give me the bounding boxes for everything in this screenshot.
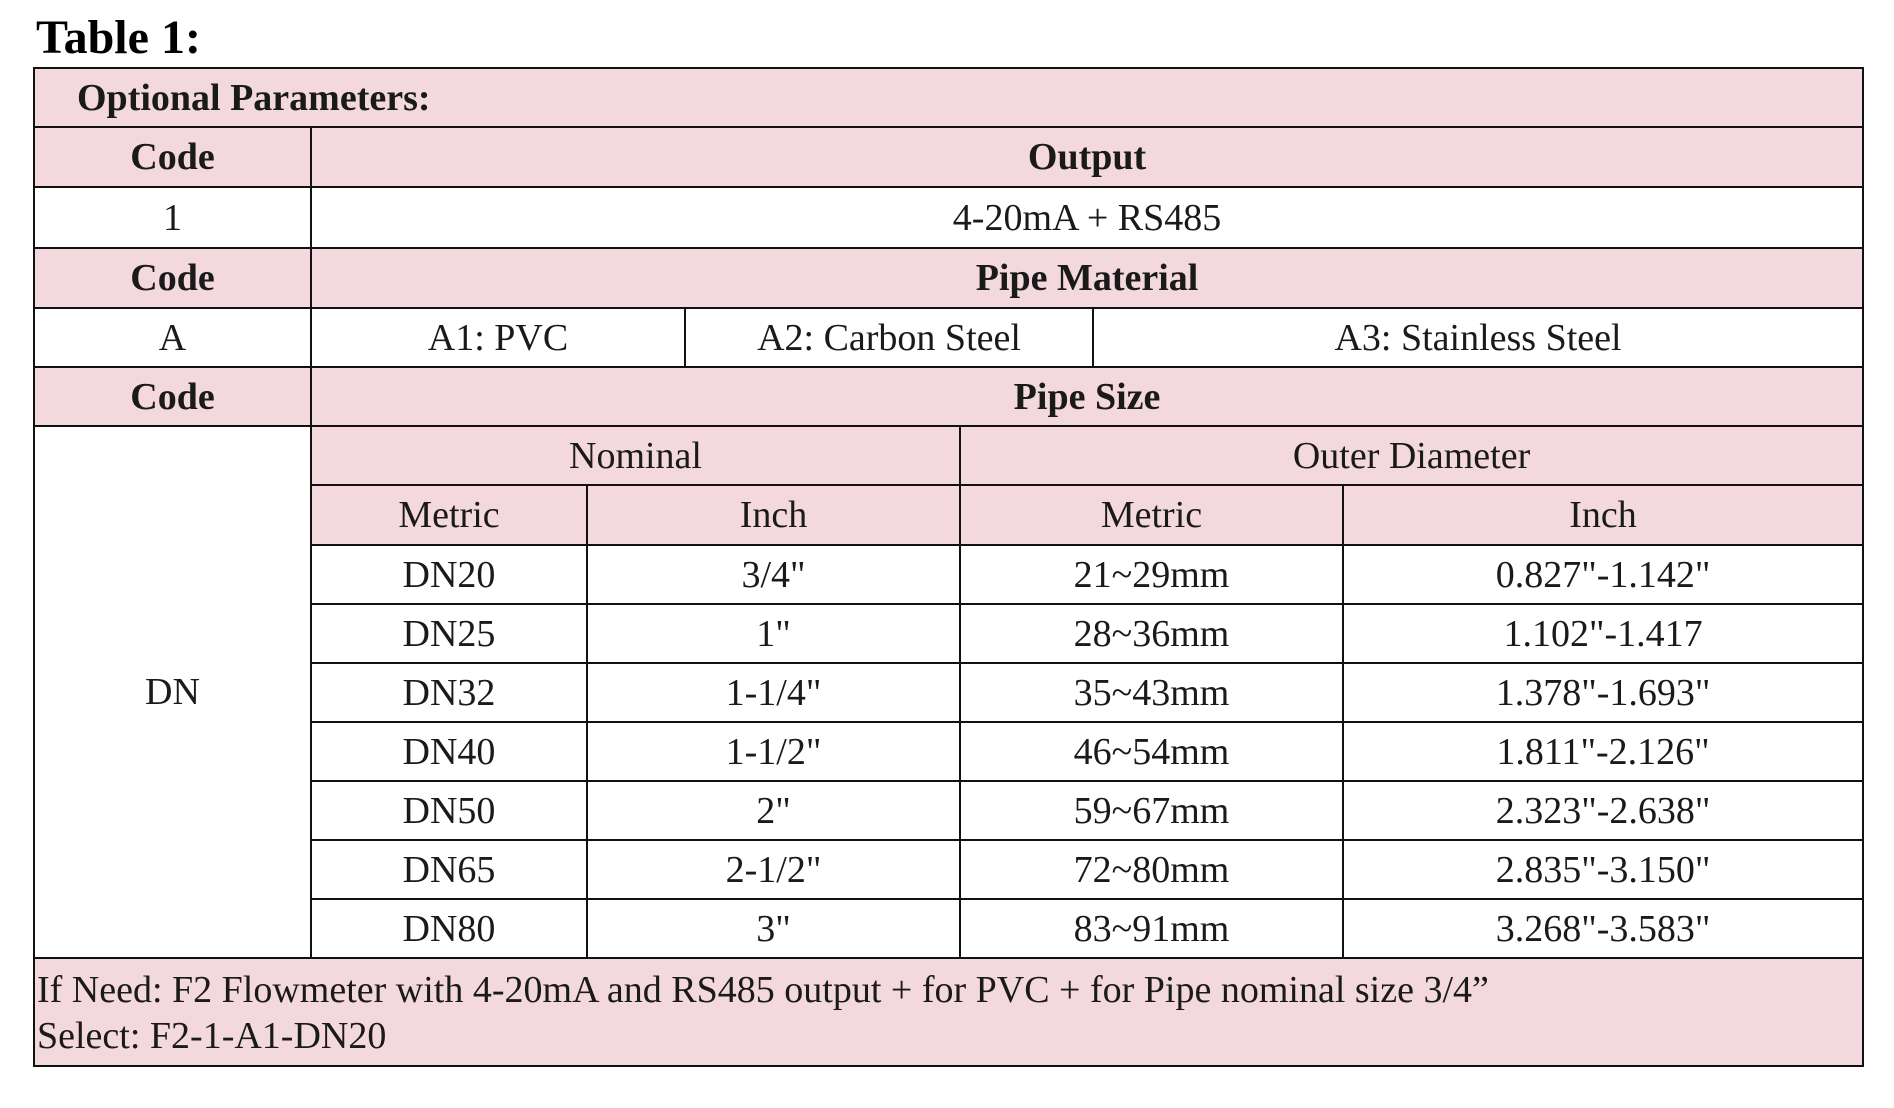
size-metric: DN65 bbox=[311, 840, 587, 899]
size-metric: DN80 bbox=[311, 899, 587, 958]
od-metric: 35~43mm bbox=[960, 663, 1343, 722]
od-metric: 46~54mm bbox=[960, 722, 1343, 781]
note-line-1: If Need: F2 Flowmeter with 4-20mA and RS485 output + for PVC + for Pipe nominal size 3/4” bbox=[37, 969, 1489, 1011]
optional-parameters-table bbox=[33, 67, 1864, 1067]
nominal-metric-header: Metric bbox=[311, 485, 587, 545]
output-value: 4-20mA + RS485 bbox=[311, 187, 1863, 248]
output-code: 1 bbox=[34, 187, 311, 248]
size-metric: DN50 bbox=[311, 781, 587, 840]
od-inch: 0.827"-1.142" bbox=[1343, 545, 1863, 604]
od-metric-header: Metric bbox=[960, 485, 1343, 545]
od-inch: 2.323"-2.638" bbox=[1343, 781, 1863, 840]
size-metric: DN20 bbox=[311, 545, 587, 604]
size-inch: 1-1/2" bbox=[587, 722, 960, 781]
pipe-material-header: Pipe Material bbox=[311, 248, 1863, 308]
output-code-header: Code bbox=[34, 127, 311, 187]
outer-diameter-group-header: Outer Diameter bbox=[960, 426, 1863, 485]
size-metric: DN25 bbox=[311, 604, 587, 663]
table-caption: Table 1: bbox=[36, 11, 201, 64]
od-metric: 21~29mm bbox=[960, 545, 1343, 604]
nominal-group-header: Nominal bbox=[311, 426, 960, 485]
od-metric: 83~91mm bbox=[960, 899, 1343, 958]
size-metric: DN32 bbox=[311, 663, 587, 722]
size-inch: 3" bbox=[587, 899, 960, 958]
pipe-size-code-header: Code bbox=[34, 367, 311, 426]
od-inch: 3.268"-3.583" bbox=[1343, 899, 1863, 958]
output-header: Output bbox=[311, 127, 1863, 187]
optional-parameters-title: Optional Parameters: bbox=[34, 68, 1863, 127]
pipe-material-code: A bbox=[34, 308, 311, 367]
od-inch: 1.102"-1.417 bbox=[1343, 604, 1863, 663]
size-inch: 1-1/4" bbox=[587, 663, 960, 722]
pipe-material-code-header: Code bbox=[34, 248, 311, 308]
od-inch: 2.835"-3.150" bbox=[1343, 840, 1863, 899]
od-inch-header: Inch bbox=[1343, 485, 1863, 545]
od-metric: 72~80mm bbox=[960, 840, 1343, 899]
od-metric: 59~67mm bbox=[960, 781, 1343, 840]
pipe-material-option-a1: A1: PVC bbox=[311, 308, 685, 367]
pipe-material-option-a2: A2: Carbon Steel bbox=[685, 308, 1093, 367]
od-inch: 1.811"-2.126" bbox=[1343, 722, 1863, 781]
od-inch: 1.378"-1.693" bbox=[1343, 663, 1863, 722]
selection-example-note bbox=[34, 958, 1863, 1066]
od-metric: 28~36mm bbox=[960, 604, 1343, 663]
size-inch: 2-1/2" bbox=[587, 840, 960, 899]
pipe-size-header: Pipe Size bbox=[311, 367, 1863, 426]
pipe-size-code: DN bbox=[34, 426, 311, 958]
nominal-inch-header: Inch bbox=[587, 485, 960, 545]
pipe-material-option-a3: A3: Stainless Steel bbox=[1093, 308, 1863, 367]
size-inch: 2" bbox=[587, 781, 960, 840]
note-line-2: Select: F2-1-A1-DN20 bbox=[37, 1015, 387, 1057]
size-metric: DN40 bbox=[311, 722, 587, 781]
size-inch: 1" bbox=[587, 604, 960, 663]
size-inch: 3/4" bbox=[587, 545, 960, 604]
